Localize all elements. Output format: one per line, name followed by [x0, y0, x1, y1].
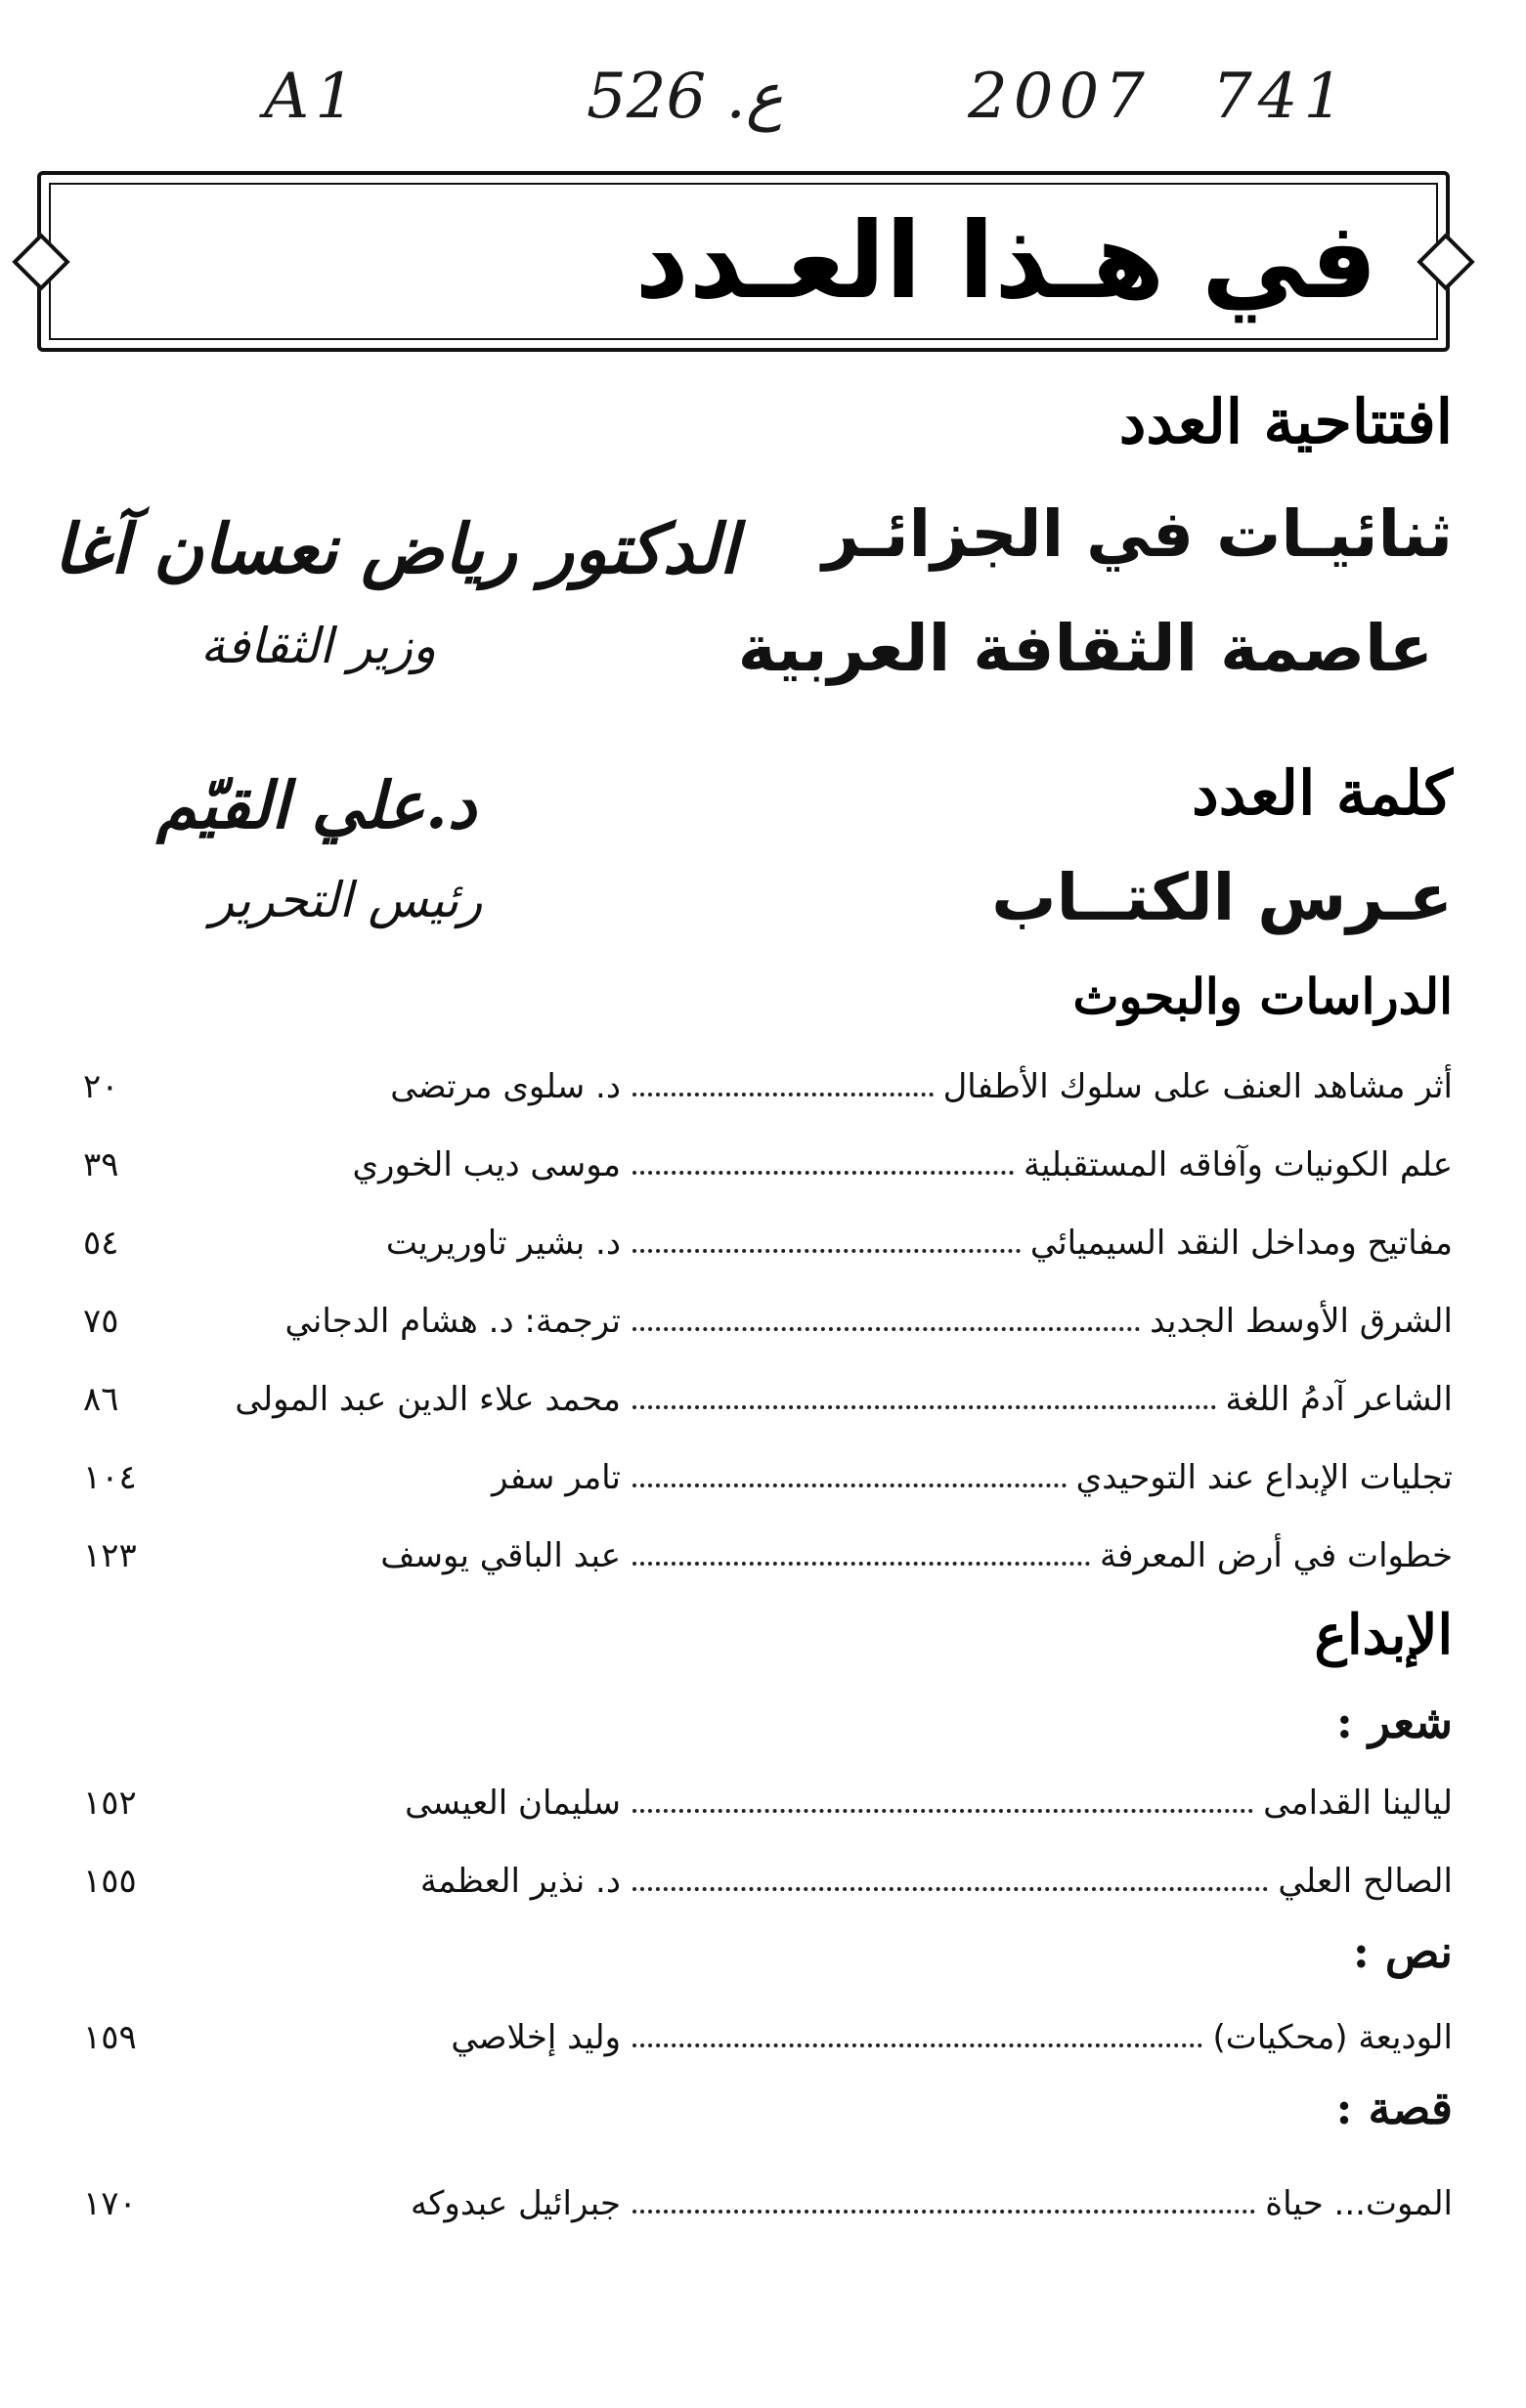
toc-author: جبرائيل عبدوكه [411, 2184, 621, 2223]
minister-signature: الدكتور رياض نعسان آغا [54, 508, 739, 589]
toc-leader [632, 1887, 1268, 1891]
poetry-heading: شعر : [1335, 1696, 1453, 1748]
toc-entry[interactable] [64, 1136, 1453, 1194]
story-heading: قصة : [1335, 2082, 1453, 2134]
toc-title: الشاعر آدمُ اللغة [1225, 1380, 1453, 1419]
toc-entry[interactable] [64, 1448, 1453, 1507]
toc-entry[interactable] [64, 1774, 1453, 1832]
review-title: عـرس الكتــاب [991, 860, 1453, 935]
editor-signature: د.علي القيّم [156, 767, 477, 843]
toc-page: ١٥٩ [83, 2018, 137, 2057]
toc-title: تجليات الإبداع عند التوحيدي [1075, 1458, 1453, 1497]
editor-role: رئيس التحرير [210, 872, 483, 928]
toc-leader [632, 2210, 1255, 2214]
catalog-code: A1 [264, 61, 361, 133]
toc-title: ليالينا القدامى [1263, 1784, 1453, 1823]
toc-page: ١٠٤ [83, 1458, 137, 1497]
toc-page: ١٢٣ [83, 1536, 137, 1575]
toc-entry[interactable] [64, 1852, 1453, 1911]
toc-author: د. نذير العظمة [419, 1862, 621, 1901]
toc-page: ١٧٠ [83, 2184, 137, 2223]
toc-title: علم الكونيات وآفاقه المستقبلية [1023, 1145, 1453, 1184]
toc-leader [632, 1327, 1140, 1331]
toc-title: خطوات في أرض المعرفة [1099, 1536, 1453, 1575]
issue-title: في هـذا العـدد [634, 200, 1377, 322]
toc-title: مفاتيح ومداخل النقد السيميائي [1029, 1224, 1453, 1263]
toc-page: ٣٩ [83, 1145, 119, 1184]
text-heading: نص : [1352, 1925, 1453, 1978]
toc-page: ١٥٥ [83, 1862, 137, 1901]
toc-page: ٢٠ [83, 1067, 119, 1106]
toc-entry[interactable] [64, 1526, 1453, 1585]
toc-title: الصالح العلي [1278, 1862, 1453, 1901]
studies-heading: الدراسات والبحوث [1072, 968, 1453, 1025]
toc-leader [632, 1562, 1090, 1566]
toc-entry[interactable] [64, 1057, 1453, 1116]
toc-page: ١٥٢ [83, 1784, 137, 1823]
toc-title: الموت... حياة [1265, 2184, 1453, 2223]
toc-author: سليمان العيسى [405, 1784, 621, 1823]
catalog-classification: 526 .ع [587, 61, 784, 133]
header-frame [37, 171, 1450, 352]
toc-entry[interactable] [64, 1214, 1453, 1272]
toc-leader [632, 1093, 934, 1096]
toc-leader [632, 1171, 1014, 1175]
toc-author: محمد علاء الدين عبد المولى [235, 1380, 621, 1419]
toc-title: أثر مشاهد العنف على سلوك الأطفال [942, 1067, 1453, 1106]
toc-author: عبد الباقي يوسف [380, 1536, 621, 1575]
toc-author: موسى ديب الخوري [352, 1145, 621, 1184]
toc-author: وليد إخلاصي [451, 2018, 621, 2057]
toc-page: ٥٤ [83, 1224, 119, 1263]
toc-entry[interactable] [64, 2008, 1453, 2067]
creation-heading: الإبداع [1314, 1603, 1453, 1667]
toc-title: الوديعة (محكيات) [1212, 2018, 1453, 2057]
toc-author: تامر سفر [491, 1458, 621, 1497]
toc-entry[interactable] [64, 1292, 1453, 1351]
toc-leader [632, 2043, 1202, 2047]
toc-entry[interactable] [64, 2174, 1453, 2233]
toc-title: الشرق الأوسط الجديد [1150, 1302, 1453, 1341]
issue-word-heading: كلمة العدد [1192, 757, 1453, 829]
toc-author: ترجمة: د. هشام الدجاني [284, 1302, 621, 1341]
toc-page: ٨٦ [83, 1380, 119, 1419]
handwritten-catalog-note [264, 61, 1378, 158]
minister-role: وزير الثقافة [200, 618, 437, 674]
opening-title-line1: ثنائيـات في الجزائـر [822, 496, 1453, 572]
opening-heading: افتتاحية العدد [1118, 386, 1453, 457]
catalog-number: 741 [1212, 61, 1350, 133]
toc-leader [632, 1484, 1067, 1487]
toc-leader [632, 1809, 1253, 1813]
frame-ornament-right [1417, 233, 1474, 290]
toc-author: د. سلوى مرتضى [390, 1067, 621, 1106]
catalog-year: 2007 [968, 61, 1151, 133]
toc-leader [632, 1249, 1021, 1253]
toc-page: ٧٥ [83, 1302, 119, 1341]
toc-entry[interactable] [64, 1370, 1453, 1429]
toc-leader [632, 1405, 1216, 1409]
toc-author: د. بشير تاوريريت [385, 1224, 621, 1263]
opening-title-line2: عاصمة الثقافة العربية [737, 611, 1433, 686]
frame-ornament-left [12, 233, 69, 290]
